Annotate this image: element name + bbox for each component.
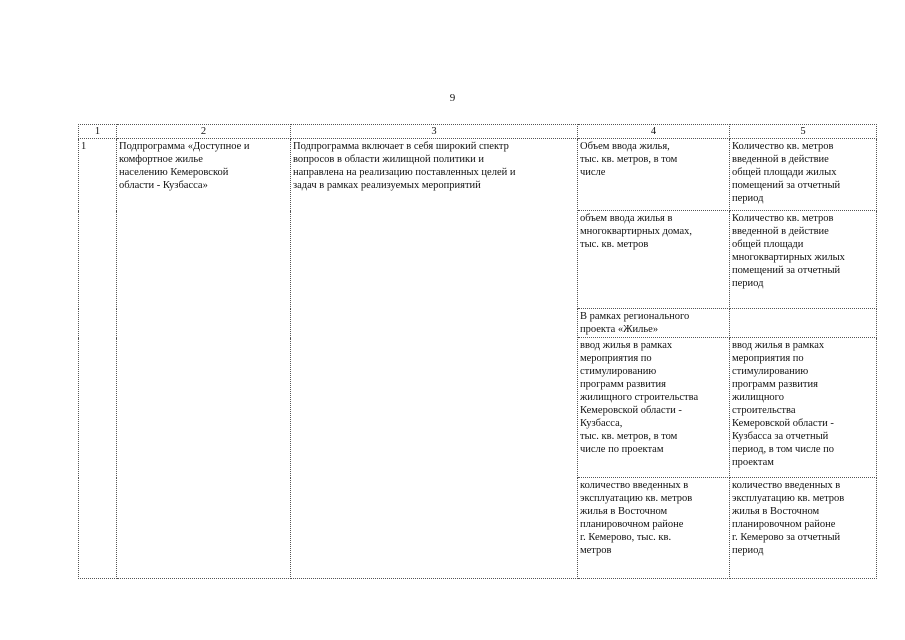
subprogram-name: Подпрограмма «Доступное и комфортное жилье населению Кемеровской области - Кузбасса» [117, 139, 291, 579]
definition-cell [730, 309, 877, 338]
table-row [79, 139, 877, 211]
indicator-table [78, 124, 877, 579]
column-header-2: 2 [117, 125, 291, 139]
indicator-cell: В рамках регионального проекта «Жилье» [578, 309, 730, 338]
indicator-cell: объем ввода жилья в многоквартирных домах, тыс. кв. метров [578, 211, 730, 309]
definition-cell: количество введенных в эксплуатацию кв. метров жилья в Восточном планировочном районе г. Кемерово за отчетный период [730, 478, 877, 579]
definition-cell: ввод жилья в рамках мероприятия по стимулированию программ развития жилищного строительства Кемеровской области - Кузбасса за отчетный период, в том числе по проектам [730, 338, 877, 478]
subprogram-description: Подпрограмма включает в себя широкий спектр вопросов в области жилищной политики и направлена на реализацию поставленных целей и задач в рамках реализуемых мероприятий [291, 139, 578, 579]
column-header-4: 4 [578, 125, 730, 139]
column-header-1: 1 [79, 125, 117, 139]
indicator-cell: количество введенных в эксплуатацию кв. метров жилья в Восточном планировочном районе г. Кемерово, тыс. кв. метров [578, 478, 730, 579]
definition-cell: Количество кв. метров введенной в действие общей площади многоквартирных жилых помещений за отчетный период [730, 211, 877, 309]
indicator-cell: ввод жилья в рамках мероприятия по стимулированию программ развития жилищного строительства Кемеровской области - Кузбасса, тыс. кв. метров, в том числе по проектам [578, 338, 730, 478]
page-number: 9 [449, 92, 456, 104]
definition-cell: Количество кв. метров введенной в действие общей площади жилых помещений за отчетный период [730, 139, 877, 211]
column-header-3: 3 [291, 125, 578, 139]
column-header-5: 5 [730, 125, 877, 139]
header-row [79, 125, 877, 139]
row-number: 1 [79, 139, 117, 579]
indicator-cell: Объем ввода жилья, тыс. кв. метров, в том числе [578, 139, 730, 211]
